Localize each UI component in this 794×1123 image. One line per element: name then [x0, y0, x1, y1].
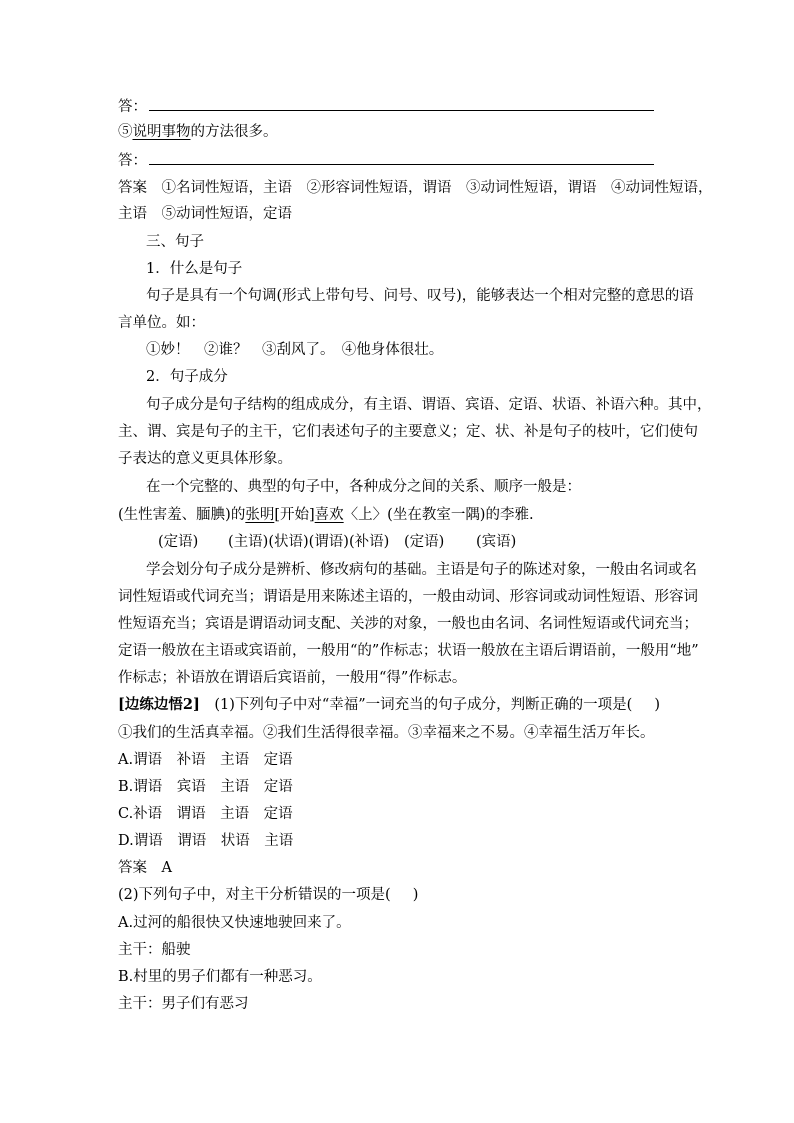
- answer-block-line-1: [118, 178, 713, 198]
- paragraph-line: 在一个完整的、典型的句子中，各种成分之间的关系、顺序一般是：: [146, 479, 581, 495]
- item-5: [118, 122, 278, 142]
- q2-option-b: B.村里的男子们都有一种恶习。: [118, 969, 322, 985]
- question-text: (1)下列句子中对“幸福”一词充当的句子成分，判断正确的一项是(: [214, 697, 633, 713]
- answer-value: A: [161, 860, 172, 876]
- answer-tag: 答案: [118, 180, 147, 196]
- q2-option-a: A.过河的船很快又快速地驶回来了。: [118, 915, 351, 931]
- component-label: (宾语): [476, 534, 517, 550]
- paragraph-line: 句子成分是句子结构的组成成分，有主语、谓语、宾语、定语、状语、补语六种。其中，: [146, 397, 712, 413]
- answer-label: 答：: [118, 99, 147, 115]
- subsection-title-1: 1．什么是句子: [146, 261, 243, 277]
- paragraph-line: 言单位。如：: [118, 315, 205, 331]
- q2-option-b-trunk: 主干：男子们有恶习: [118, 996, 249, 1012]
- answer-text: ①名词性短语，主语 ②形容词性短语，谓语 ③动词性短语，谓语 ④动词性短语，: [161, 180, 713, 196]
- paragraph-line: 性短语充当；宾语是谓语动词支配、关涉的对象，一般也由名词、名词性短语或代词充当；: [118, 616, 698, 632]
- exercise-tag: [边练边悟2]: [118, 696, 200, 713]
- exercise-question-2: [118, 885, 418, 905]
- example-sentences: ①妙！ ②谁？ ③刮风了。 ④他身体很壮。: [146, 342, 444, 358]
- option-c: C.补语 谓语 主语 定语: [118, 806, 293, 822]
- answer-blank[interactable]: [149, 150, 654, 165]
- component-label: (定语): [404, 534, 445, 550]
- q2-option-a-trunk: 主干：船驶: [118, 942, 191, 958]
- component-label: (定语): [158, 534, 199, 550]
- answer-line: [118, 858, 172, 878]
- answer-blank[interactable]: [149, 96, 654, 111]
- item-5-text: 的方法很多。: [190, 124, 278, 140]
- option-a: A.谓语 补语 主语 定语: [118, 752, 293, 768]
- section-title: 三、句子: [146, 234, 204, 250]
- exercise-question-1: [118, 695, 660, 715]
- paragraph-line: 主、谓、宾是句子的主干，它们表述句子的主要意义；定、状、补是句子的枝叶，它们使句: [118, 424, 698, 440]
- item-5-underlined: 说明事物: [132, 124, 191, 140]
- paragraph-line: 子表达的意义更具体形象。: [118, 451, 292, 467]
- answer-line-1: [118, 96, 654, 117]
- answer-block-line-2: [118, 204, 292, 224]
- option-b: B.谓语 宾语 主语 定语: [118, 779, 293, 795]
- paragraph-line: 词性短语或代词充当；谓语是用来陈述主语的，一般由动词、形容词或动词性短语、形容词: [118, 589, 698, 605]
- example-sentence: [118, 505, 534, 525]
- example-part: 〈上〉(坐在教室一隅)的李雅.: [343, 507, 534, 523]
- paragraph-line: 定语一般放在主语或宾语前，一般用“的”作标志；状语一般放在主语后谓语前，一般用“地”: [118, 643, 699, 659]
- answer-line-2: [118, 150, 654, 171]
- answer-text: 主语 ⑤动词性短语，定语: [118, 206, 292, 222]
- answer-tag: 答案: [118, 860, 147, 876]
- question-text: (2)下列句子中，对主干分析错误的一项是(: [118, 887, 391, 903]
- component-label: (主语)(状语)(谓语)(补语): [228, 534, 390, 550]
- paragraph-line: 学会划分句子成分是辨析、修改病句的基础。主语是句子的陈述对象，一般由名词或名: [146, 562, 697, 578]
- question-close: ): [654, 697, 661, 713]
- answer-label: 答：: [118, 153, 147, 169]
- option-d: D.谓语 谓语 状语 主语: [118, 833, 294, 849]
- item-5-number: ⑤: [118, 124, 133, 140]
- question-close: ): [412, 887, 419, 903]
- paragraph-line: 作标志；补语放在谓语后宾语前，一般用“得”作标志。: [118, 670, 467, 686]
- subsection-title-2: 2．句子成分: [146, 369, 228, 385]
- question-sentences: ①我们的生活真幸福。②我们生活得很幸福。③幸福来之不易。④幸福生活万年长。: [118, 725, 655, 741]
- example-verb: 喜欢: [314, 507, 344, 523]
- example-part: (生性害羞、腼腆)的: [118, 507, 246, 523]
- paragraph-line: 句子是具有一个句调(形式上带句号、问号、叹号)，能够表达一个相对完整的意思的语: [146, 288, 694, 304]
- example-subject: 张明: [245, 507, 275, 523]
- example-part: [开始]: [274, 507, 315, 523]
